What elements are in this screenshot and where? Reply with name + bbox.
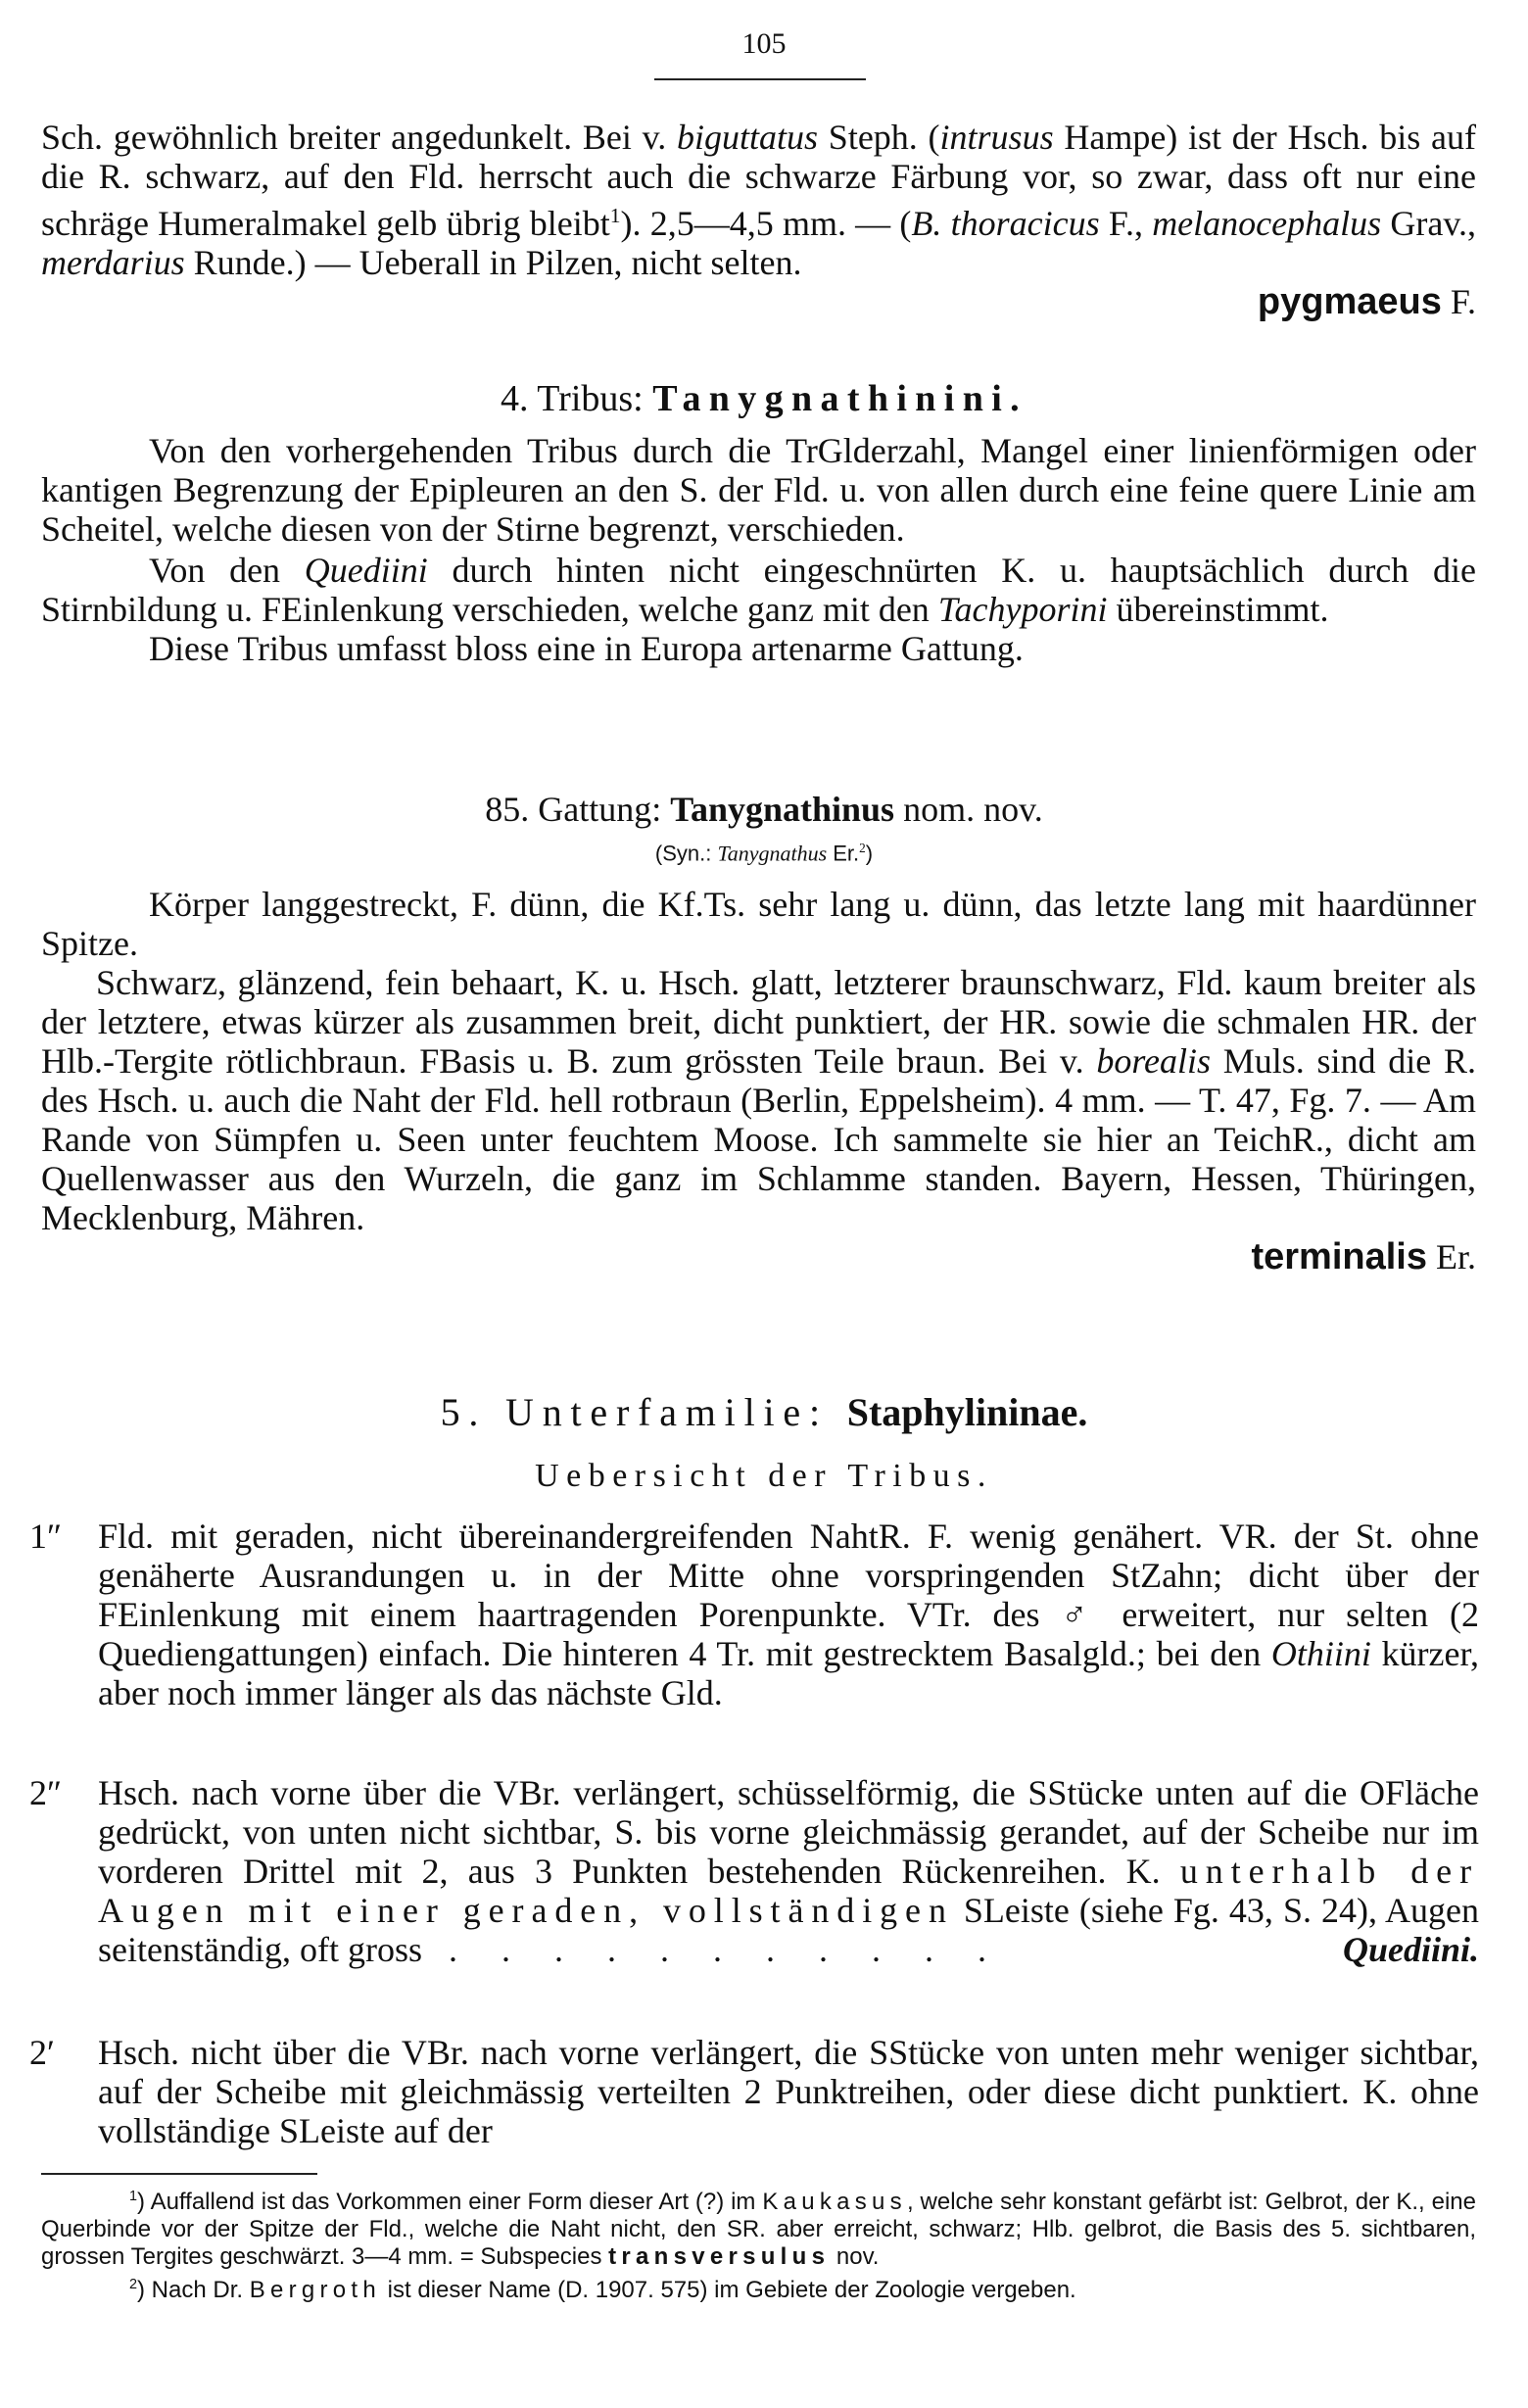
intro-paragraph — [41, 118, 1476, 321]
taxon-tachyporini: Tachyporini — [937, 590, 1108, 629]
tribus-heading — [0, 377, 1528, 420]
page-number: 105 — [741, 27, 787, 60]
gattung-desc-text: Muls. sind die R. des Hsch. u. auch die Naht der Fld. hell rotbraun (Berlin, Eppelsheim). 4 mm. — T. 47, Fg. 7. — Am Rande von Sümpfen u. Seen unter feuchtem Moose. Ich sammelte sie hier an TeichR., dicht am Quellenwasser aus den Wurzeln, die ganz im Schlamme standen. Bayern, Hessen, Thüringen, Mecklenburg, Mähren. — [41, 1041, 1477, 1237]
footnote-text: ist dieser Name (D. 1907. 575) im Gebiete der Zoologie vergeben. — [381, 2277, 1076, 2303]
gattung-label: 85. Gattung: — [485, 790, 671, 829]
synonym-text: Er. — [827, 841, 860, 866]
key-spaced-text: unterhalb der Augen mit einer geraden, vollständigen — [98, 1852, 1479, 1930]
taxon-merdarius: merdarius — [41, 243, 185, 282]
intro-text: Grav., — [1381, 204, 1476, 243]
footnotes — [41, 2183, 1476, 2304]
footnote-spaced: Bergroth — [249, 2277, 382, 2303]
intro-text: Sch. gewöhnlich breiter angedunkelt. Bei v. — [41, 118, 678, 157]
key-entry — [29, 1773, 1479, 1969]
taxon-biguttatus: biguttatus — [677, 118, 819, 157]
key-entry — [29, 2033, 1479, 2150]
intro-text: ). 2,5—4,5 mm. — ( — [620, 204, 912, 243]
tribus-name: Tanygnathinini. — [652, 378, 1027, 419]
key-text: Hsch. nicht über die VBr. nach vorne verlängert, die SStücke von unten mehr weniger sichtbar, auf der Scheibe mit gleichmässig verteilten 2 Punktreihen, oder diese dicht punktiert. K. ohne vollständige SLeiste auf der — [98, 2033, 1479, 2150]
leader-dots: . . . . . . . . . . . — [421, 1930, 1004, 1969]
tribus-desc-text: übereinstimmt. — [1107, 590, 1329, 629]
tribus-desc-text: Von den — [149, 551, 305, 590]
intro-text: Runde.) — Ueberall in Pilzen, nicht selten. — [184, 243, 802, 282]
footnote-marker: 2 — [129, 2277, 138, 2292]
taxon-quediini: Quediini — [304, 551, 428, 590]
key-text: Fld. mit geraden, nicht übereinandergreifenden NahtR. F. wenig genähert. VR. der St. ohne genäherte Ausrandungen u. in der Mitte ohne vorspringenden StZahn; dicht über der FEinlenkung mit einem haartragenden Porenpunkte. VTr. des ♂ erweitert, nur selten (2 Quediengattungen) einfach. Die hinteren 4 Tr. mit gestrecktem Basalgld.; bei den — [98, 1517, 1479, 1673]
taxon-thoracicus: B. thoracicus — [911, 204, 1100, 243]
tribus-desc-p1: Von den vorhergehenden Tribus durch die TrGlderzahl, Mangel einer linienförmigen oder kantigen Begrenzung der Epipleuren an den S. der Fld. u. von allen durch eine feine quere Linie am Scheitel, welche diesen von der Stirne begrenzt, verschieden. — [41, 431, 1476, 549]
footnote-rule — [41, 2173, 317, 2175]
key-text: Hsch. nach vorne über die VBr. verlängert, schüsselförmig, die SStücke unten auf die OFläche gedrückt, von unten nicht sichtbar, S. bis vorne gleichmässig gerandet, auf der Scheibe nur im vorderen Drittel mit 2, aus 3 Punkten bestehenden Rückenreihen. K. — [98, 1773, 1479, 1891]
taxon-quediini-result: Quediini. — [1342, 1930, 1479, 1969]
species-name: pygmaeus — [1257, 281, 1442, 322]
footnote-ref-2: 2 — [859, 841, 866, 855]
intro-text: Steph. ( — [818, 118, 940, 157]
tribus-label: 4. Tribus: — [500, 378, 653, 419]
taxon-borealis: borealis — [1096, 1041, 1211, 1081]
tribus-desc-text: durch hinten nicht eingeschnürten K. u. hauptsächlich durch die Stirnbildung u. FEinlenkung verschieden, welche ganz mit den — [41, 551, 1476, 629]
gattung-name: Tanygnathinus — [670, 790, 895, 829]
synonym-text: ) — [865, 841, 874, 866]
footnote-text: ) Nach Dr. — [137, 2277, 250, 2303]
footnote-text: ) Auffallend ist das Vorkommen einer Form dieser Art (?) im — [137, 2189, 763, 2215]
unterfamilie-label: 5. Unterfamilie: — [440, 1390, 847, 1434]
unterfamilie-name: Staphylininae. — [846, 1390, 1088, 1434]
taxon-othiini: Othiini — [1270, 1634, 1371, 1673]
footnote-spaced: Kaukasus — [762, 2189, 907, 2215]
key-number: 2′ — [29, 2033, 55, 2072]
key-number: 1″ — [29, 1517, 62, 1556]
intro-text: Hampe) ist der Hsch. bis auf die R. schwarz, auf den Fld. herrscht auch die schwarze Färbung vor, so zwar, dass oft nur eine schräge Humeralmakel gelb übrig bleibt — [41, 118, 1476, 243]
subspecies-name: transversulus — [608, 2243, 831, 2270]
synonym-text: (Syn.: — [654, 841, 718, 866]
gattung-synonym — [0, 841, 1528, 866]
footnote-marker: 1 — [129, 2189, 138, 2204]
gattung-desc-text: Schwarz, glänzend, fein behaart, K. u. Hsch. glatt, letzterer braunschwarz, Fld. kaum breiter als der letztere, etwas kürzer als zusammen breit, dicht punktiert, der HR. sowie die schmalen HR. der Hlb.-Tergite rötlichbraun. FBasis u. B. zum grössten Teile braun. Bei v. — [41, 963, 1476, 1081]
footnote-text: , welche sehr konstant gefärbt ist: Gelbrot, der K., eine Querbinde vor der Spitze der Fld., welche die Naht nicht, den SR. aber erreicht, schwarz; Hlb. gelbrot, die Basis des 5. sichtbaren, grossen Tergites geschwärzt. 3—4 mm. = Subspecies — [41, 2189, 1476, 2270]
footnote-ref-1: 1 — [609, 204, 621, 227]
gattung-suffix: nom. nov. — [894, 790, 1043, 829]
key-entry — [29, 1517, 1479, 1712]
gattung-heading — [0, 789, 1528, 830]
tribus-desc-p3: Diese Tribus umfasst bloss eine in Europa artenarme Gattung. — [149, 629, 1024, 668]
footnote-text: nov. — [830, 2243, 880, 2270]
tribus-description — [41, 431, 1476, 668]
gattung-desc-p1: Körper langgestreckt, F. dünn, die Kf.Ts. sehr lang u. dünn, das letzte lang mit haardünner Spitze. — [41, 885, 1476, 963]
uebersicht-heading: Uebersicht der Tribus. — [535, 1458, 993, 1494]
species-name: terminalis — [1251, 1236, 1427, 1277]
intro-text: F., — [1099, 204, 1153, 243]
key-text: SLeiste (siehe Fg. 43, S. 24), Augen seitenständig, oft gross — [98, 1891, 1479, 1969]
taxon-intrusus: intrusus — [939, 118, 1054, 157]
taxon-melanocephalus: melanocephalus — [1152, 204, 1382, 243]
unterfamilie-heading — [0, 1389, 1528, 1435]
key-number: 2″ — [29, 1773, 62, 1812]
gattung-description — [41, 885, 1476, 1276]
species-author: Er. — [1427, 1237, 1476, 1276]
header-rule — [654, 78, 866, 80]
species-author: F. — [1450, 282, 1476, 321]
taxon-tanygnathus: Tanygnathus — [717, 841, 828, 866]
key-text: kürzer, aber noch immer länger als das nächste Gld. — [98, 1634, 1479, 1712]
